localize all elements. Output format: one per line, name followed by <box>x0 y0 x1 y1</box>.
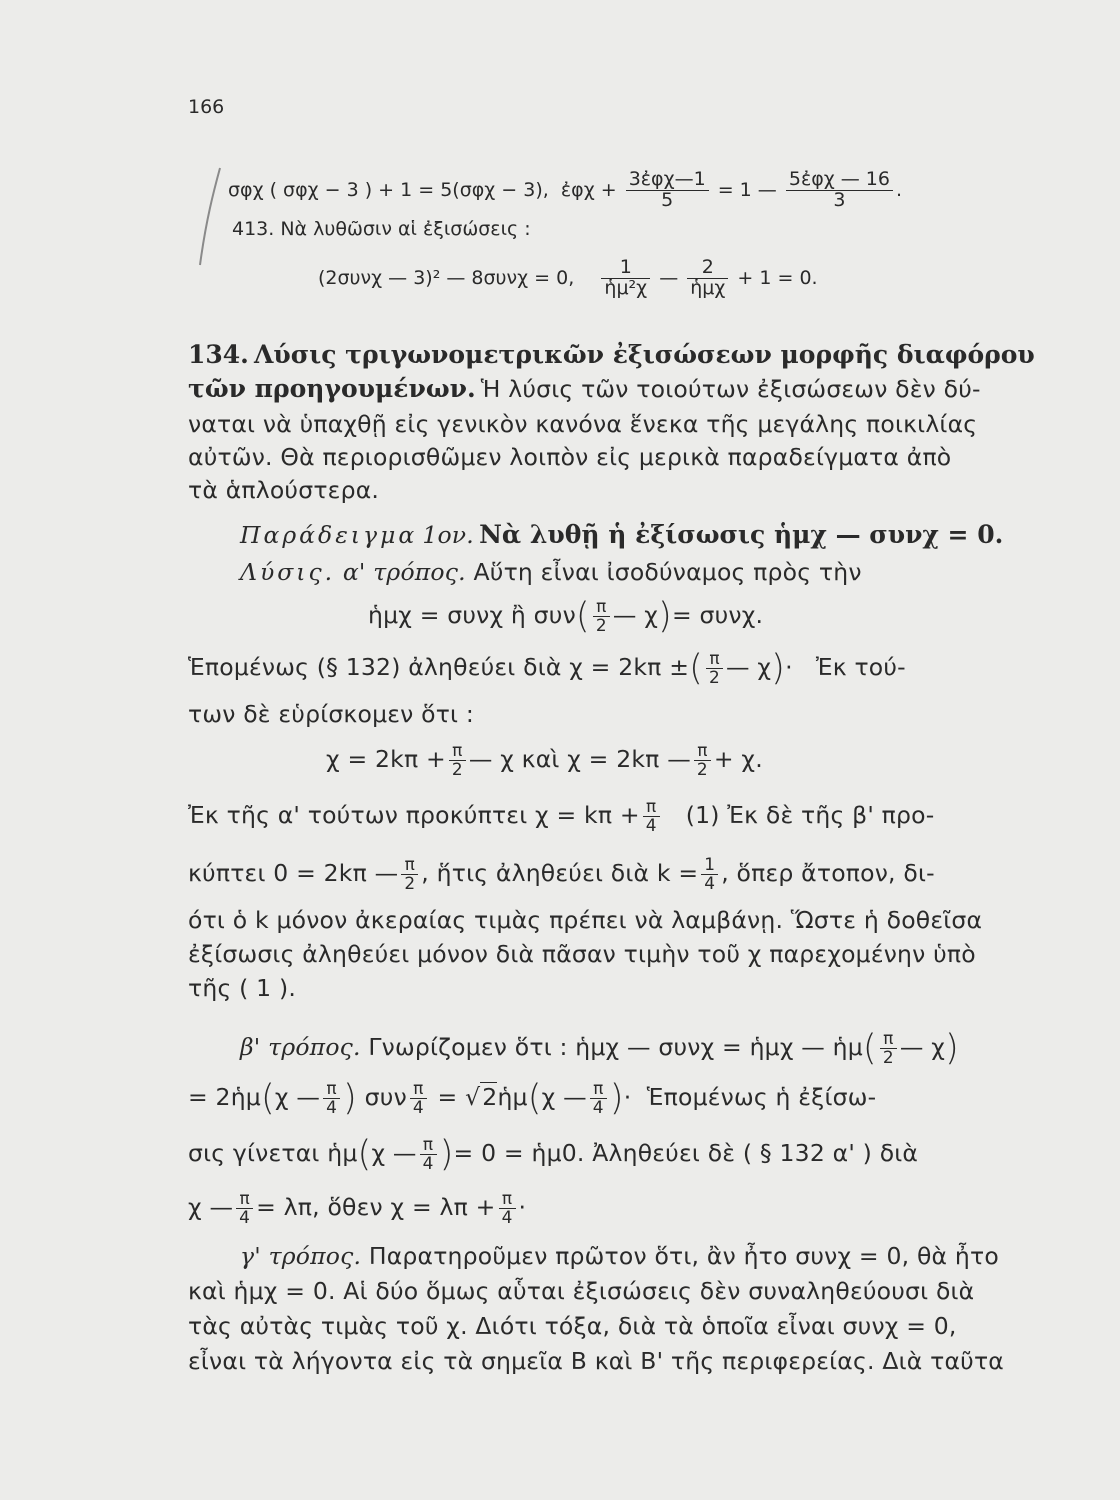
method-b-equation: = 2ἡμ(χ — $\frac{\pi}{4}$ ) συν $\frac{\pi}{4}$ = √2ἡμ(χ — $\frac{\pi}{4}$ )· Ἑπομένως ἡ ἐξίσω- <box>188 1077 877 1119</box>
method-b-line: β' τρόπος. Γνωρίζομεν ὅτι : ἡμχ — συνχ = ἡμχ — ἡμ( $\frac{\pi}{2}$ — χ) <box>240 1027 959 1069</box>
equation-1: ἡμχ = συνχ ἢ συν( $\frac{\pi}{2}$ — χ)= συνχ. <box>368 595 764 637</box>
equation-c: (2συνχ — 3)² — 8συνχ = 0, <box>318 266 575 289</box>
paragraph-line: τὰς αὐτὰς τιμὰς τοῦ χ. Διότι τόξα, διὰ τὰ ὁποῖα εἶναι συνχ = 0, <box>188 1312 957 1340</box>
equation-a: σφχ ( σφχ − 3 ) + 1 = 5(σφχ − 3), <box>228 178 549 201</box>
paragraph-line: των δὲ εὑρίσκομεν ὅτι : <box>188 700 474 728</box>
paragraph-line: σις γίνεται ἡμ(χ — $\frac{\pi}{4}$ )= 0 = ἡμ0. Ἀληθεύει δὲ ( § 132 α' ) διὰ <box>188 1133 919 1175</box>
paragraph-line: εἶναι τὰ λήγοντα εἰς τὰ σημεῖα Β καὶ Β' τῆς περιφερείας. Διὰ ταῦτα <box>188 1347 1004 1375</box>
example-label: Παράδειγμα <box>240 521 418 549</box>
paragraph-line: καὶ ἡμχ = 0. Αἱ δύο ὅμως αὗται ἐξισώσεις δὲν συναληθεύουσι διὰ <box>188 1277 975 1305</box>
paragraph-line: αὐτῶν. Θὰ περιορισθῶμεν λοιπὸν εἰς μερικὰ παραδείγματα ἀπὸ <box>188 443 952 471</box>
exercise-413: 413. Νὰ λυθῶσιν αἱ ἐξισώσεις : <box>232 218 531 240</box>
paragraph-line: ότι ὁ k μόνον ἀκεραίας τιμὰς πρέπει νὰ λαμβάνῃ. Ὥστε ἡ δοθεῖσα <box>188 906 983 934</box>
section-heading-line-2: τῶν προηγουμένων. Ἡ λύσις τῶν τοιούτων ἐξισώσεων δὲν δύ- <box>188 374 981 403</box>
solution-line: Λύσις. α' τρόπος. Αὕτη εἶναι ἰσοδύναμος πρὸς τὴν <box>240 558 862 586</box>
paragraph-line: Ἐκ τῆς α' τούτων προκύπτει χ = kπ + $\frac{\pi}{4}$ (1) Ἐκ δὲ τῆς β' προ- <box>188 796 935 835</box>
fraction: $\frac{1}{\text{ἡμ²χ}}$ <box>601 258 650 299</box>
section-heading-line-1 <box>188 340 1035 369</box>
paragraph-line: Ἑπομένως (§ 132) ἀληθεύει διὰ χ = 2kπ ±( $\frac{\pi}{2}$ — χ)· Ἐκ τού- <box>188 647 906 689</box>
example-heading: Παράδειγμα 1ον. Νὰ λυθῇ ἡ ἐξίσωσις ἡμχ — συνχ = 0. <box>240 520 1004 549</box>
section-title: Λύσις τριγωνομετρικῶν ἐξισώσεων μορφῆς διαφόρου <box>253 340 1035 369</box>
paragraph-line: τὰ ἁπλούστερα. <box>188 476 380 504</box>
section-number: 134. <box>188 340 249 369</box>
paragraph-line: κύπτει 0 = 2kπ — $\frac{\pi}{2}$ , ἥτις ἀληθεύει διὰ k = $\frac{1}{4}$ , ὅπερ ἄτοπον, δι- <box>188 854 935 893</box>
page-number: 166 <box>188 96 225 118</box>
pencil-check-mark <box>192 160 222 270</box>
example-statement: Νὰ λυθῇ ἡ ἐξίσωσις ἡμχ — συνχ = 0. <box>479 520 1004 549</box>
exercise-equations-row-1: σφχ ( σφχ − 3 ) + 1 = 5(σφχ − 3), ἐφχ + $\frac{\text{3ἐφχ—1}}{5}$ = 1 — $\frac{\text{5ἐφχ — 16}}{3}$ . <box>228 168 903 211</box>
paragraph-line: ἐξίσωσις ἀληθεύει μόνον διὰ πᾶσαν τιμὴν τοῦ χ παρεχομένην ὑπὸ <box>188 940 976 968</box>
equation-2: χ = 2kπ + $\frac{\pi}{2}$ — χ καὶ χ = 2kπ — $\frac{\pi}{2}$ + χ. <box>326 740 763 779</box>
paragraph-line: χ — $\frac{\pi}{4}$ = λπ, ὅθεν χ = λπ + $\frac{\pi}{4}$ · <box>188 1188 527 1227</box>
equation-b-lhs: ἐφχ + <box>560 178 617 201</box>
fraction: $\frac{2}{\text{ἡμχ}}$ <box>687 258 728 299</box>
method-c-line: γ' τρόπος. Παρατηροῦμεν πρῶτον ὅτι, ἂν ἦτο συνχ = 0, θὰ ἦτο <box>240 1242 999 1270</box>
fraction: $\frac{\text{3ἐφχ—1}}{5}$ <box>626 170 709 211</box>
paragraph-line: τῆς ( 1 ). <box>188 974 297 1002</box>
exercise-equations-row-2: (2συνχ — 3)² — 8συνχ = 0, $\frac{1}{\text{ἡμ²χ}}$ — $\frac{2}{\text{ἡμχ}}$ + 1 = 0. <box>318 256 818 299</box>
paragraph-line: ναται νὰ ὑπαχθῇ εἰς γενικὸν κανόνα ἕνεκα τῆς μεγάλης ποικιλίας <box>188 410 978 438</box>
fraction: $\frac{\text{5ἐφχ — 16}}{3}$ <box>786 170 893 211</box>
